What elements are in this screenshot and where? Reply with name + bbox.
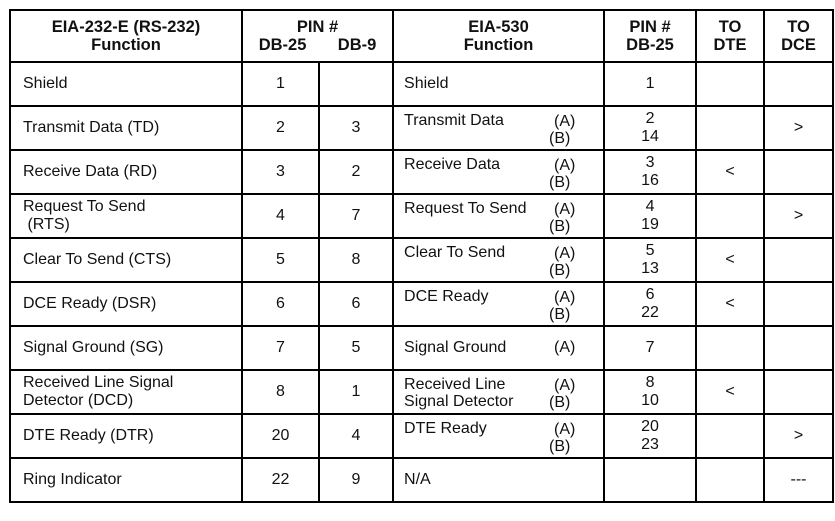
header-to-dte	[696, 10, 764, 62]
db25-pin-cell: 6	[242, 282, 319, 326]
to-dce-cell	[764, 282, 833, 326]
line-polarity-label: (A)	[554, 201, 576, 218]
eia232-function-cell	[10, 106, 242, 150]
eia530-pin-number: 10	[641, 392, 659, 409]
eia530-function-cell	[393, 106, 604, 150]
line-polarity-label: (A)	[554, 339, 576, 356]
header-to-dce	[764, 10, 833, 62]
eia530-function-text: Transmit Data	[404, 112, 504, 129]
header-to-dce-line2: DCE	[781, 36, 816, 54]
to-dte-cell: <	[696, 238, 764, 282]
eia530-function-text: DTE Ready	[404, 420, 487, 437]
to-dce-cell: >	[764, 414, 833, 458]
to-dte-cell	[696, 62, 764, 106]
eia530-pin-number: 1	[645, 75, 655, 92]
line-polarity-label: (A)	[554, 289, 576, 306]
eia530-pin-number: 2	[645, 110, 655, 127]
eia530-pin-number: 8	[645, 374, 655, 391]
header-eia530-line2: Function	[463, 36, 534, 54]
eia232-function-text: Received Line Signal	[23, 374, 174, 391]
line-polarity-label: (A)	[554, 157, 576, 174]
eia530-pin-cell	[604, 414, 696, 458]
eia232-function-text: Transmit Data (TD)	[23, 119, 160, 136]
eia530-pin-stack	[605, 286, 695, 322]
db9-pin-cell: 9	[319, 458, 393, 502]
eia530-function-block	[394, 470, 603, 490]
eia530-pin-number: 4	[645, 198, 655, 215]
line-polarity-label: (B)	[549, 306, 571, 323]
eia530-function-block	[394, 153, 603, 191]
eia530-pin-cell	[604, 62, 696, 106]
eia232-function-text: Clear To Send (CTS)	[23, 251, 172, 268]
eia530-pin-number: 3	[645, 154, 655, 171]
eia530-function-cell	[393, 458, 604, 502]
eia530-function-cell	[393, 62, 604, 106]
eia530-function-block	[394, 109, 603, 147]
table-row	[10, 326, 833, 370]
eia530-function-cell	[393, 282, 604, 326]
eia530-function-block	[394, 417, 603, 455]
header-eia232-line1: EIA-232-E (RS-232)	[51, 18, 201, 36]
eia530-function-text: DCE Ready	[404, 288, 489, 305]
eia530-pin-stack	[605, 339, 695, 357]
eia530-function-cell	[393, 150, 604, 194]
eia530-function-cell	[393, 370, 604, 414]
eia530-function-text: Shield	[404, 75, 449, 92]
eia232-function-cell	[10, 370, 242, 414]
to-dte-cell	[696, 458, 764, 502]
eia530-pin-number: 6	[645, 286, 655, 303]
eia530-pin-cell	[604, 458, 696, 502]
eia530-function-block	[394, 74, 603, 94]
header-to-dte-line2: DTE	[713, 36, 747, 54]
eia530-function-block	[394, 373, 603, 411]
eia232-function-text: Ring Indicator	[23, 471, 122, 488]
db25-pin-cell: 20	[242, 414, 319, 458]
to-dte-cell: <	[696, 370, 764, 414]
db25-pin-cell: 5	[242, 238, 319, 282]
eia530-pin-number: 5	[645, 242, 655, 259]
header-row	[10, 10, 833, 62]
eia530-pin-number: 22	[641, 304, 659, 321]
to-dce-cell	[764, 150, 833, 194]
eia530-function-block	[394, 338, 603, 358]
eia530-pin-stack	[605, 374, 695, 410]
to-dte-cell	[696, 194, 764, 238]
eia530-function-text: Receive Data	[404, 156, 501, 173]
table-row	[10, 414, 833, 458]
header-to-dce-line1: TO	[787, 18, 810, 36]
eia232-function-cell	[10, 194, 242, 238]
eia232-function-text: Request To Send	[23, 198, 146, 215]
to-dce-cell	[764, 238, 833, 282]
table-row	[10, 370, 833, 414]
header-eia530-line1: EIA-530	[468, 18, 529, 36]
eia232-function-text: Receive Data (RD)	[23, 163, 158, 180]
eia530-pin-number: 23	[641, 436, 659, 453]
db9-pin-cell: 3	[319, 106, 393, 150]
db9-pin-cell: 6	[319, 282, 393, 326]
header-eia232-function	[10, 10, 242, 62]
eia530-pin-cell	[604, 194, 696, 238]
line-polarity-label: (A)	[554, 245, 576, 262]
eia530-pin-cell	[604, 150, 696, 194]
to-dce-cell	[764, 370, 833, 414]
header-pin-label: PIN #	[296, 18, 339, 36]
to-dce-cell: >	[764, 106, 833, 150]
db9-pin-cell: 4	[319, 414, 393, 458]
db25-pin-cell: 2	[242, 106, 319, 150]
db25-pin-cell: 1	[242, 62, 319, 106]
eia232-function-cell	[10, 326, 242, 370]
eia530-function-cell	[393, 238, 604, 282]
eia530-function-text: Received Line	[404, 376, 506, 393]
line-polarity-label: (B)	[549, 130, 571, 147]
eia530-function-text: Request To Send	[404, 200, 527, 217]
header-db9-label: DB-9	[337, 36, 377, 54]
table-row	[10, 238, 833, 282]
eia232-function-text: Detector (DCD)	[23, 392, 134, 409]
eia530-pin-stack	[605, 154, 695, 190]
eia530-function-block	[394, 241, 603, 279]
eia232-function-text: (RTS)	[23, 216, 70, 233]
table-row	[10, 282, 833, 326]
eia530-pin-stack	[605, 75, 695, 93]
eia530-pin-number: 19	[641, 216, 659, 233]
table-row	[10, 106, 833, 150]
eia530-pin-number: 20	[641, 418, 659, 435]
eia530-function-text: Clear To Send	[404, 244, 506, 261]
eia232-function-text: Signal Ground (SG)	[23, 339, 164, 356]
to-dce-cell	[764, 62, 833, 106]
eia530-pin-number: 13	[641, 260, 659, 277]
to-dce-cell: ---	[764, 458, 833, 502]
eia530-pin-stack	[605, 418, 695, 454]
eia530-pin-cell	[604, 282, 696, 326]
db25-pin-cell: 3	[242, 150, 319, 194]
eia530-pin-stack	[605, 242, 695, 278]
eia530-function-block	[394, 285, 603, 323]
eia232-function-cell	[10, 62, 242, 106]
eia232-function-cell	[10, 150, 242, 194]
eia530-pin-cell	[604, 106, 696, 150]
eia232-function-cell	[10, 458, 242, 502]
db9-pin-cell	[319, 62, 393, 106]
table-row	[10, 150, 833, 194]
line-polarity-label: (A)	[554, 377, 576, 394]
to-dte-cell: <	[696, 282, 764, 326]
eia530-pin-number: 7	[645, 339, 655, 356]
header-pin-db25-db9	[242, 10, 393, 62]
header-db25-label: DB-25	[258, 36, 307, 54]
db9-pin-cell: 5	[319, 326, 393, 370]
db25-pin-cell: 8	[242, 370, 319, 414]
to-dte-cell: <	[696, 150, 764, 194]
eia530-function-cell	[393, 326, 604, 370]
db25-pin-cell: 7	[242, 326, 319, 370]
table-row	[10, 458, 833, 502]
eia530-function-text: Signal Detector	[404, 393, 514, 410]
db9-pin-cell: 7	[319, 194, 393, 238]
eia530-pin-cell	[604, 326, 696, 370]
eia232-function-text: DCE Ready (DSR)	[23, 295, 157, 312]
eia530-pin-cell	[604, 238, 696, 282]
db9-pin-cell: 8	[319, 238, 393, 282]
eia232-function-cell	[10, 238, 242, 282]
db25-pin-cell: 4	[242, 194, 319, 238]
line-polarity-label: (B)	[549, 174, 571, 191]
line-polarity-label: (B)	[549, 262, 571, 279]
eia530-function-block	[394, 197, 603, 235]
eia232-function-text: DTE Ready (DTR)	[23, 427, 154, 444]
to-dce-cell: >	[764, 194, 833, 238]
header-to-dte-line1: TO	[718, 18, 742, 36]
db25-pin-cell: 22	[242, 458, 319, 502]
line-polarity-label: (B)	[549, 394, 571, 411]
table-row	[10, 62, 833, 106]
header-pin-530	[604, 10, 696, 62]
header-pin530-line1: PIN #	[629, 18, 671, 36]
line-polarity-label: (B)	[549, 438, 571, 455]
db9-pin-cell: 2	[319, 150, 393, 194]
eia530-pin-number: 16	[641, 172, 659, 189]
header-eia232-line2: Function	[91, 36, 161, 54]
eia530-pin-stack	[605, 110, 695, 146]
eia530-function-text: Signal Ground	[404, 339, 507, 356]
eia232-function-text: Shield	[23, 75, 68, 92]
to-dce-cell	[764, 326, 833, 370]
pinout-table	[9, 9, 834, 503]
line-polarity-label: (A)	[554, 421, 576, 438]
db9-pin-cell: 1	[319, 370, 393, 414]
eia232-function-cell	[10, 282, 242, 326]
line-polarity-label: (B)	[549, 218, 571, 235]
header-eia530-function	[393, 10, 604, 62]
eia530-pin-cell	[604, 370, 696, 414]
eia530-function-cell	[393, 194, 604, 238]
eia530-pin-number: 14	[641, 128, 659, 145]
eia530-pin-stack	[605, 198, 695, 234]
table-row	[10, 194, 833, 238]
eia232-function-cell	[10, 414, 242, 458]
eia530-function-cell	[393, 414, 604, 458]
to-dte-cell	[696, 106, 764, 150]
header-pin530-line2: DB-25	[626, 36, 674, 54]
line-polarity-label: (A)	[554, 113, 576, 130]
to-dte-cell	[696, 414, 764, 458]
eia530-function-text: N/A	[404, 471, 431, 488]
to-dte-cell	[696, 326, 764, 370]
